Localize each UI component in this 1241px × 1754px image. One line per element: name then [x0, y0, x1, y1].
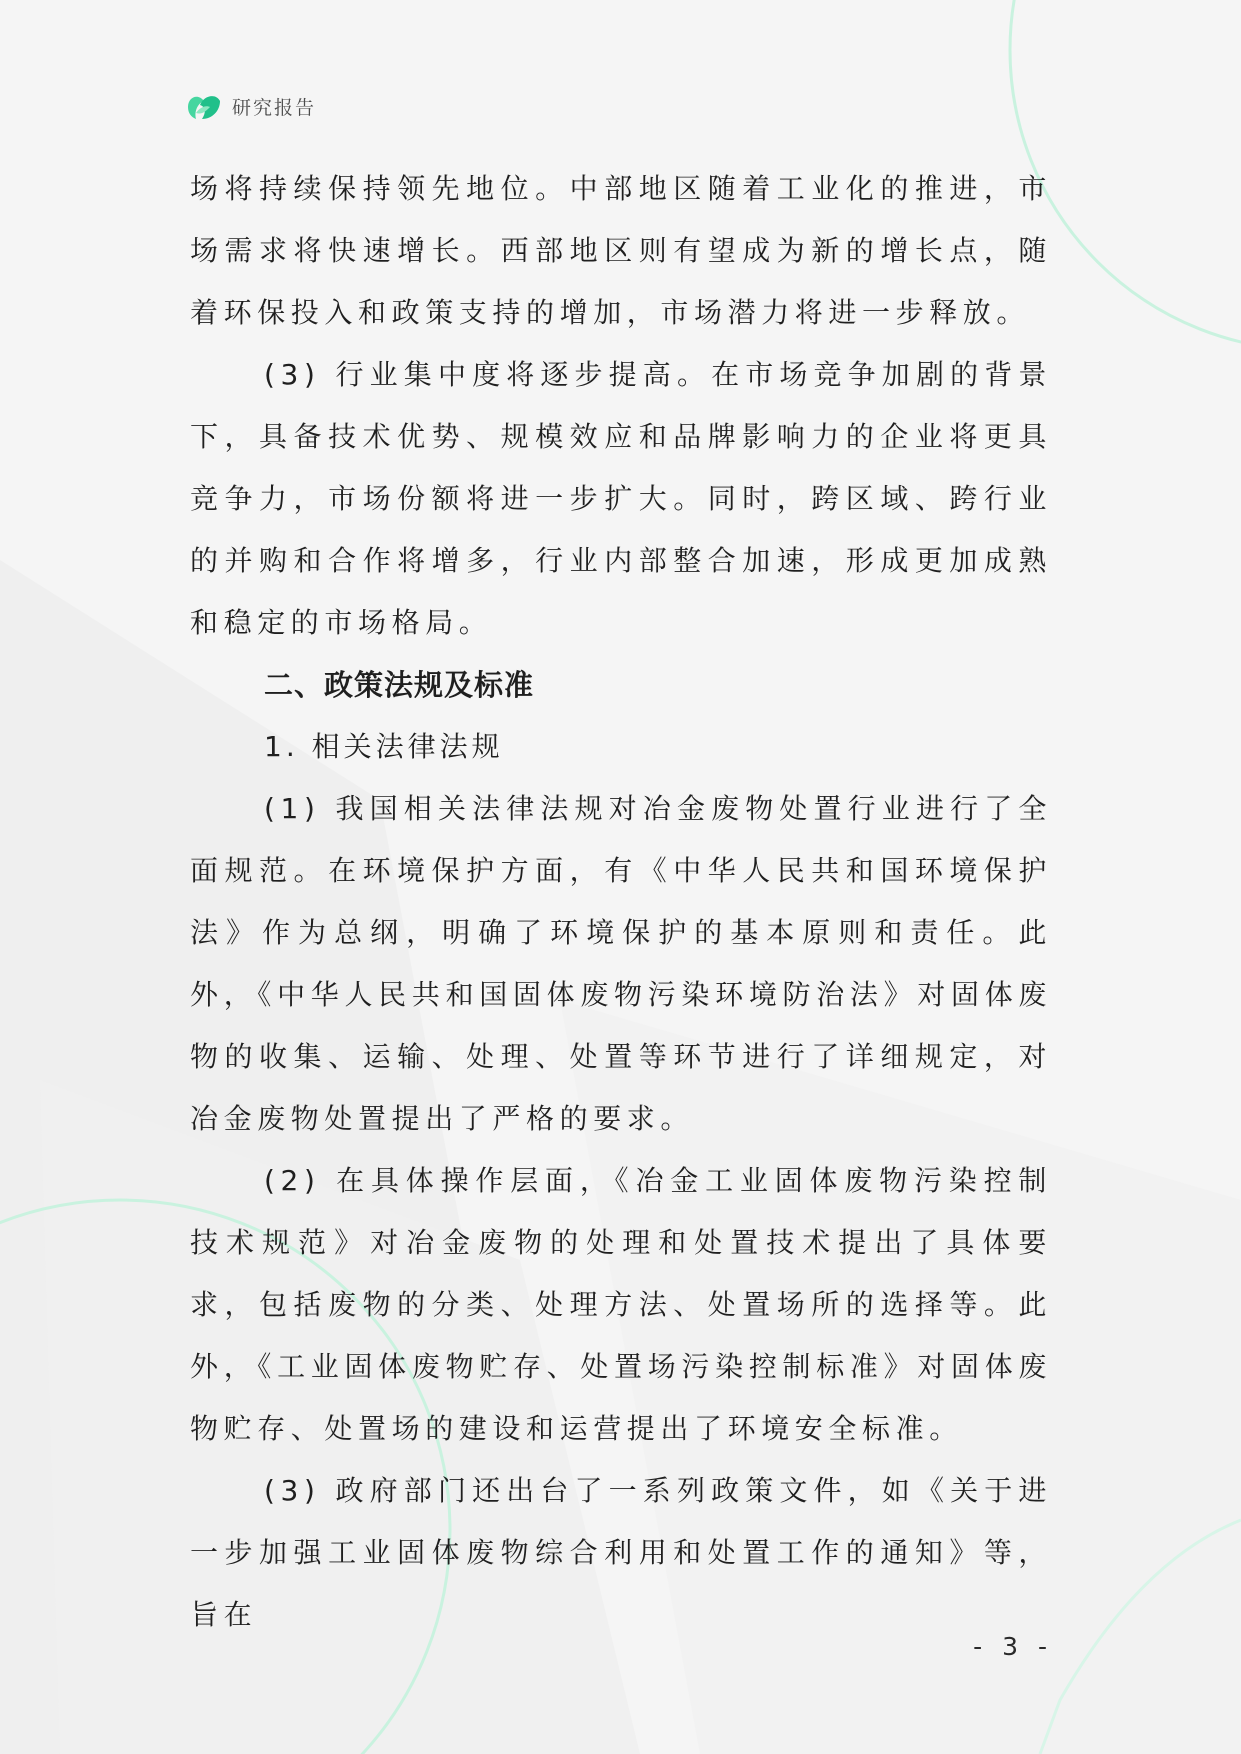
body-paragraph: (3) 行业集中度将逐步提高。在市场竞争加剧的背景下，具备技术优势、规模效应和品牌影响力的企业将更具竞争力，市场份额将进一步扩大。同时，跨区域、跨行业的并购和合作将增多，行业内部整合加速，形成更加成熟和稳定的市场格局。: [190, 358, 1052, 639]
body-paragraph: (1) 我国相关法律法规对冶金废物处置行业进行了全面规范。在环境保护方面，有《中华人民共和国环境保护法》作为总纲，明确了环境保护的基本原则和责任。此外，《中华人民共和国固体废物污染环境防治法》对固体废物的收集、运输、处理、处置等环节进行了详细规定，对冶金废物处置提出了严格的要求。: [190, 792, 1052, 1135]
body-paragraph: (2) 在具体操作层面，《冶金工业固体废物污染控制技术规范》对冶金废物的处理和处置技术提出了具体要求，包括废物的分类、处理方法、处置场所的选择等。此外，《工业固体废物贮存、处置场污染控制标准》对固体废物贮存、处置场的建设和运营提出了环境安全标准。: [190, 1164, 1052, 1445]
page-number: - 3 -: [973, 1632, 1053, 1661]
report-header: [186, 88, 316, 124]
header-title: 研究报告: [232, 96, 317, 119]
body-paragraph: 场将持续保持领先地位。中部地区随着工业化的推进，市场需求将快速增长。西部地区则有望成为新的增长点，随着环保投入和政策支持的增加，市场潜力将进一步释放。: [190, 172, 1052, 329]
document-body: [190, 158, 1052, 1646]
green-leaf-logo-icon: [186, 91, 222, 121]
section-heading: 二、政策法规及标准: [264, 668, 535, 702]
subsection-heading: 1. 相关法律法规: [264, 730, 504, 763]
body-paragraph: (3) 政府部门还出台了一系列政策文件，如《关于进一步加强工业固体废物综合利用和处置工作的通知》等，旨在: [190, 1474, 1052, 1631]
